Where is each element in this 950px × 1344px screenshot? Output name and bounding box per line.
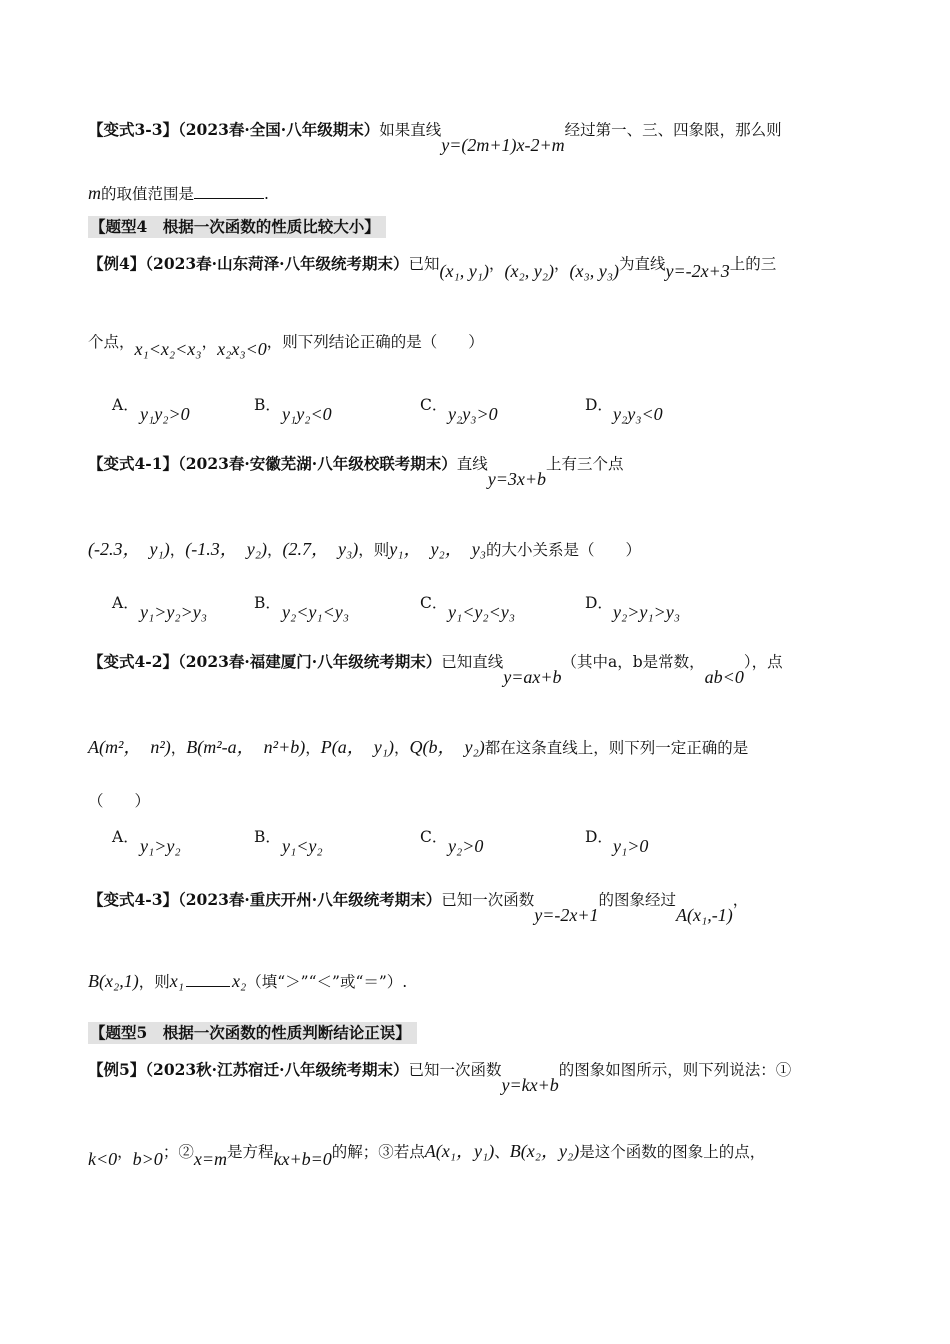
text: （其中a，b是常数， xyxy=(561,653,705,671)
text: （填“＞”“＜”或“＝”）. xyxy=(246,973,408,991)
text: 已知一次函数 xyxy=(441,891,535,909)
source: （2023秋·江苏宿迁·八年级统考期末） xyxy=(145,1060,409,1079)
answer-blank[interactable] xyxy=(186,976,230,987)
example-4-line1 xyxy=(88,252,862,281)
formula-line: y=-2x+3 xyxy=(665,261,730,281)
text: ，则 xyxy=(138,973,170,991)
text: ；② xyxy=(162,1143,194,1161)
option-label: D． xyxy=(585,828,613,846)
variant-tag: 【变式4-2】 xyxy=(88,652,179,671)
option-label: A． xyxy=(112,594,139,612)
text: 为直线 xyxy=(618,255,666,273)
option-c[interactable] xyxy=(420,825,484,856)
text: 经过第一、三、四象限，那么则 xyxy=(564,121,782,139)
text: 如果直线 xyxy=(379,121,442,139)
option-math: y₁y₂>0 xyxy=(140,404,190,424)
text: ， xyxy=(553,255,570,273)
variant-4-2-line2: A(m²， n²)，B(m²-a， n²+b)，P(a， y₁)，Q(b， y₂)都在这条直线上，则下列一定正确的是 xyxy=(88,737,749,757)
condition-2: x₂x₃<0 xyxy=(217,339,267,359)
source: （2023春·安徽芜湖·八年级校联考期末） xyxy=(178,454,457,473)
option-math: y₂>y₁>y₃ xyxy=(613,602,681,622)
section-heading-4: 【题型4 根据一次函数的性质比较大小】 xyxy=(88,216,386,238)
option-d[interactable] xyxy=(585,825,649,856)
text: 的大小关系是（ ） xyxy=(486,541,642,559)
text: 直线 xyxy=(456,455,488,473)
option-a[interactable] xyxy=(112,591,208,622)
option-math: y₂<y₁<y₃ xyxy=(282,602,350,622)
variable-x1: x₁ xyxy=(169,971,184,991)
option-math: y₂>0 xyxy=(448,836,484,856)
text: ， xyxy=(201,333,218,351)
option-math: y₁<y₂ xyxy=(282,836,323,856)
variable-m: m xyxy=(88,183,101,203)
text: 的图象如图所示，则下列说法：① xyxy=(558,1061,792,1079)
example-5-line1 xyxy=(88,1058,862,1095)
text: 上的三 xyxy=(729,255,777,273)
point-q: Q(b， y₂) xyxy=(409,737,485,757)
option-math: y₁>y₂ xyxy=(140,836,181,856)
option-c[interactable] xyxy=(420,393,498,424)
point-1: (x₁, y₁) xyxy=(439,261,489,281)
point-p: P(a， y₁) xyxy=(320,737,394,757)
condition-1: x₁<x₂<x₃ xyxy=(134,339,202,359)
section-heading-5: 【题型5 根据一次函数的性质判断结论正误】 xyxy=(88,1022,417,1044)
point-1: (-2.3， y₁) xyxy=(88,539,170,559)
point-b: B(m²-a， n²+b) xyxy=(186,737,306,757)
variant-3-3-line2 xyxy=(88,182,862,205)
answer-blank[interactable] xyxy=(194,184,264,199)
text: ，则 xyxy=(358,541,390,559)
text: 是方程 xyxy=(226,1143,274,1161)
example-4-line2 xyxy=(88,330,862,359)
condition-k: k<0 xyxy=(88,1149,118,1169)
variant-4-3-line2 xyxy=(88,970,862,993)
variant-4-1-line1 xyxy=(88,452,862,489)
option-d[interactable] xyxy=(585,393,663,424)
variant-4-1-line2: (-2.3， y₁)，(-1.3， y₂)，(2.7， y₃)，则y₁， y₂， y₃的大小关系是（ ） xyxy=(88,539,642,559)
variant-3-3-line1 xyxy=(88,118,862,155)
option-label: A． xyxy=(112,828,139,846)
point-2: (x₂, y₂) xyxy=(504,261,554,281)
option-label: B． xyxy=(254,594,281,612)
condition-b: b>0 xyxy=(132,1149,163,1169)
option-math: y₁>0 xyxy=(613,836,649,856)
option-math: y₂y₃>0 xyxy=(448,404,498,424)
variant-4-2-line1 xyxy=(88,650,862,687)
option-math: y₂y₃<0 xyxy=(613,404,663,424)
point-3: (x₃, y₃) xyxy=(569,261,619,281)
option-math: y₁>y₂>y₃ xyxy=(140,602,208,622)
option-b[interactable] xyxy=(254,393,332,424)
example-5-line2: k<0，b>0；②x=m是方程kx+b=0的解；③若点A(x₁，y₁)、B(x₂，y₂)是这个函数的图象上的点， xyxy=(88,1141,766,1169)
text: 个点， xyxy=(88,333,135,351)
option-label: C． xyxy=(420,828,448,846)
text: 的图象经过 xyxy=(598,891,676,909)
text: 是这个函数的图象上的点， xyxy=(579,1143,766,1161)
option-b[interactable] xyxy=(254,825,323,856)
formula-line: y=ax+b xyxy=(503,667,562,687)
variables: y₁， y₂， y₃ xyxy=(389,539,487,559)
option-label: C． xyxy=(420,396,448,414)
point-b: B(x₂，y₂) xyxy=(509,1141,580,1161)
text: 上有三个点 xyxy=(546,455,624,473)
option-label: B． xyxy=(254,828,281,846)
option-label: A． xyxy=(112,396,139,414)
source: （2023春·山东菏泽·八年级统考期末） xyxy=(145,254,409,273)
text: 已知一次函数 xyxy=(408,1061,502,1079)
variant-tag: 【变式3-3】 xyxy=(88,120,179,139)
text: ），点 xyxy=(743,653,783,671)
option-b[interactable] xyxy=(254,591,350,622)
text: 已知 xyxy=(408,255,440,273)
option-d[interactable] xyxy=(585,591,681,622)
formula-line: y=(2m+1)x-2+m xyxy=(441,135,565,155)
variant-4-2-line3: （ ） xyxy=(88,792,151,810)
text: 已知直线 xyxy=(441,653,504,671)
point-a: A(m²， n²) xyxy=(88,737,171,757)
source: （2023春·福建厦门·八年级统考期末） xyxy=(178,652,442,671)
point-2: (-1.3， y₂) xyxy=(185,539,267,559)
option-math: y₁<y₂<y₃ xyxy=(448,602,516,622)
point-b: B(x₂,1) xyxy=(88,971,139,991)
equation-x: x=m xyxy=(193,1149,227,1169)
variant-tag: 【变式4-1】 xyxy=(88,454,179,473)
option-label: D． xyxy=(585,396,613,414)
option-label: C． xyxy=(420,594,448,612)
text: 的取值范围是 xyxy=(101,185,195,203)
option-a[interactable] xyxy=(112,393,190,424)
point-a: A(x₁,-1) xyxy=(676,905,733,925)
option-a[interactable] xyxy=(112,825,181,856)
example-tag: 【例5】 xyxy=(88,1060,146,1079)
option-label: D． xyxy=(585,594,613,612)
variable-x2: x₂ xyxy=(232,971,247,991)
formula-line: y=3x+b xyxy=(487,469,546,489)
text: 都在这条直线上，则下列一定正确的是 xyxy=(484,739,749,757)
point-a: A(x₁，y₁) xyxy=(424,1141,495,1161)
option-math: y₁y₂<0 xyxy=(282,404,332,424)
text: ， xyxy=(488,255,505,273)
equation: kx+b=0 xyxy=(273,1149,332,1169)
variant-4-3-line1: 【变式4-3】（2023春·重庆开州·八年级统考期末）已知一次函数y=-2x+1的图象经过A(x₁,-1)， xyxy=(88,890,749,925)
text: ，则下列结论正确的是（ ） xyxy=(266,333,484,351)
formula-function: y=-2x+1 xyxy=(534,905,599,925)
option-c[interactable] xyxy=(420,591,516,622)
point-3: (2.7， y₃) xyxy=(282,539,359,559)
text: 的解；③若点 xyxy=(331,1143,425,1161)
condition: ab<0 xyxy=(704,667,744,687)
text: . xyxy=(264,185,269,203)
variant-tag: 【变式4-3】 xyxy=(88,890,179,909)
text: 、 xyxy=(494,1143,510,1161)
source: （2023春·全国·八年级期末） xyxy=(178,120,380,139)
formula-function: y=kx+b xyxy=(501,1075,559,1095)
option-label: B． xyxy=(254,396,281,414)
source: （2023春·重庆开州·八年级统考期末） xyxy=(178,890,442,909)
example-tag: 【例4】 xyxy=(88,254,146,273)
